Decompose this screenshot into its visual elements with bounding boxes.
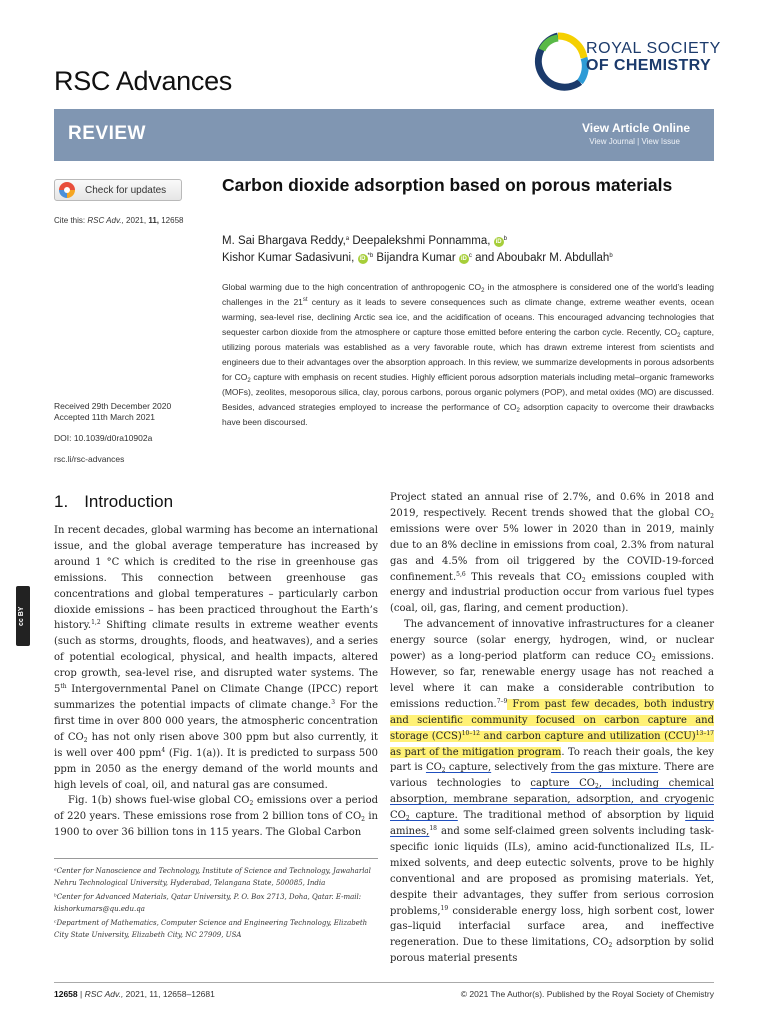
subscript: 2 (581, 576, 586, 584)
section-title: Introduction (84, 492, 174, 511)
check-updates-label: Check for updates (85, 184, 167, 196)
journal-title: RSC Advances (54, 66, 232, 96)
text: This reveals that CO (465, 571, 582, 583)
abstract-text: Global warming due to the high concentration of anthropogenic CO (222, 282, 482, 292)
affiliations (54, 866, 378, 944)
crossmark-icon (59, 182, 75, 198)
text: and carbon capture and utilization (CCU) (480, 730, 696, 742)
journal-link[interactable]: rsc.li/rsc-advances (54, 454, 125, 464)
cite-journal: RSC Adv., (87, 216, 124, 225)
received-date: Received 29th December 2020 (54, 401, 172, 411)
text: adsorption by solid porous material presents (390, 937, 714, 965)
page-number: 12658 (54, 989, 78, 999)
reference-citation[interactable]: 10–12 (461, 729, 481, 737)
subscript: 2 (651, 656, 656, 664)
text: capture. (409, 810, 458, 822)
publisher-line-1: ROYAL SOCIETY (586, 40, 721, 57)
text: emissions over a period of 220 years. These emissions rose from 2 billion tons of CO (54, 795, 378, 823)
footer-details: 2021, 11, 12658–12681 (123, 989, 215, 999)
author-name[interactable]: and Aboubakr M. Abdullah (475, 252, 610, 264)
text: emissions. However, so far, renewable energy usage has not reached a level where it can make a considerable contribution to emissions reduction. (390, 651, 714, 710)
subscript: 2 (249, 800, 254, 808)
text: , including chemical absorption, membrane separation, adsorption, and cryogenic CO (390, 778, 714, 822)
text: (Fig. 1(a)). It is predicted to surpass 500 ppm in 2050 as the energy demand of the world mounts and high levels of coal, oil, and natural gas are consumed. (54, 747, 378, 791)
section-number: 1. (54, 492, 69, 511)
footer-divider (54, 982, 714, 983)
paragraph (54, 523, 378, 793)
subscript: 2 (516, 408, 520, 414)
cite-year: 2021, (126, 216, 147, 225)
orcid-icon[interactable]: iD (359, 256, 366, 262)
text: Fig. 1(b) shows fuel-wise global CO (68, 795, 250, 807)
cc-license-label: cc BY (18, 606, 25, 626)
subscript: 2 (361, 816, 365, 824)
author-name[interactable]: Deepalekshmi Ponnamma, (352, 235, 491, 247)
abstract-text: capture, utilizing porous materials was established as a very favorable route, which has drawn extreme interest from scientists and engineers due to their advantages over the absorption approach. In this review, we summarize developments in porous adsorbents for CO (222, 327, 714, 382)
affiliation-c: ᶜDepartment of Mathematics, Computer Science and Engineering Technology, Elizabeth City State University, Elizabeth City, NC 27909, USA (54, 919, 368, 939)
text: and some self-claimed green solvents including task-specific ionic liquids (ILs), amino acid-functionalized ILs, IL-mixed solvents, and deep eutectic solvents, prove to be highly conventional and are proposed as promising materials. Yet, despite their advantages, they suffer from serious corrosion problems, (390, 826, 714, 917)
check-for-updates-button[interactable] (54, 179, 182, 201)
reference-citation[interactable]: 7–9 (496, 697, 508, 705)
text: emissions coupled with energy and industrial production occur from various fuel types (coal, oil, gas, flaring, and cement production). (390, 571, 714, 615)
footer-journal: RSC Adv., (84, 989, 124, 999)
affiliation-mark: b (503, 236, 507, 242)
text: In recent decades, global warming has become an international issue, and the global average temperature has increased by around 1 °C which is credited to the rise in greenhouse gas emissions. This connection between greenhouse gas concentrations and global temperatures – particularly carbon dioxide emissions – has been practiced throughout the Earth’s history. (54, 525, 378, 632)
text: emissions were over 5% lower in 2020 than in 2019, mainly due to an 8% decline in emissions from coal, 2.3% from natural gas and 4.5% from oil triggered by the COVID-19-forced confinement. (390, 523, 714, 583)
text: CO (425, 762, 442, 774)
text: as part of the mitigation program (390, 746, 562, 758)
superscript: st (302, 297, 308, 303)
orcid-icon[interactable]: iD (495, 239, 502, 245)
subscript: 2 (83, 736, 88, 744)
text: The traditional method of absorption by (457, 810, 686, 822)
separator: | (77, 989, 85, 999)
subscript: 2 (710, 512, 714, 520)
text: Project stated an annual rise of 2.7%, and 0.6% in 2018 and 2019, respectively. Recent trends showed that the global CO (390, 492, 714, 519)
subscript: 2 (481, 288, 485, 294)
body-column-right (390, 490, 714, 967)
text: Intergovernmental Panel on Climate Change (IPCC) report summarizes the potential impacts of climate change. (54, 684, 378, 711)
publisher-line-2: OF CHEMISTRY (586, 57, 712, 74)
paragraph (390, 490, 714, 617)
page-footer-left (54, 989, 215, 999)
subscript: 2 (608, 942, 613, 950)
reference-citation[interactable]: 1,2 (91, 619, 101, 627)
publisher-name (586, 40, 721, 74)
subscript: 2 (595, 783, 599, 791)
reference-citation[interactable]: 3 (331, 698, 336, 706)
affiliation-mark: b (609, 253, 613, 259)
underlined-text: liquid amines, (390, 810, 715, 838)
text: capture, (445, 762, 492, 774)
abstract-text: adsorption capacity to overcome their drawbacks have been discoursed. (222, 402, 715, 427)
text: considerable energy loss, high sorbent cost, lower gas–liquid interfacial surface area, and ineffective regeneration. Due to these limitations, CO (390, 905, 714, 949)
text: . To reach their goals, the key part is (390, 746, 715, 774)
abstract-text: in the atmosphere is considered one of the world’s leading challenges in the 21 (222, 282, 714, 307)
cite-page: 12658 (161, 216, 184, 225)
text: selectively (491, 762, 551, 774)
accepted-date: Accepted 11th March 2021 (54, 412, 155, 422)
body-column-left (54, 523, 378, 841)
abstract-text: capture with emphasis on recent studies. Highly efficient porous adsorption materials including metal–organic frameworks (MOFs), zeolites, mesoporous silica, clay, porous carbons, porous organic polymers (POP), and metal oxides (MO) are discussed. Besides, advanced strategies employed to increase the performance of CO (222, 372, 715, 412)
text: Shifting climate results in extreme weather events (such as storms, droughts, floods, and heatwaves), and a series of potential ecological, physical, and health impacts, altered crop growth, sea-level rise, and disrupted water systems. The 5 (54, 620, 378, 696)
text: The advancement of innovative infrastructures for a cleaner energy source (solar energy, hydrogen, wind, or nuclear power) as a long-period platform can reduce CO (390, 619, 714, 663)
subscript: 2 (405, 815, 410, 823)
text: in 1900 to over 36 billion tons in 115 years. The Global Carbon (54, 811, 378, 839)
author-name[interactable]: Kishor Kumar Sadasivuni, (222, 252, 355, 264)
orcid-icon[interactable]: iD (460, 256, 467, 262)
footnote-divider (54, 858, 378, 859)
subscript: 2 (247, 378, 251, 384)
article-type-banner (54, 109, 714, 161)
text: . There are various technologies to (390, 762, 715, 790)
reference-citation[interactable]: 4 (161, 746, 166, 754)
copyright: © 2021 The Author(s). Published by the Royal Society of Chemistry (460, 989, 714, 999)
paper-title: Carbon dioxide adsorption based on porous materials (222, 175, 673, 195)
subscript: 2 (441, 767, 446, 775)
abstract-text: century as it leads to severe consequences such as climate change, extreme weather events, ocean warming, sea-level rise, declining Arctic sea ice, and the acidification of oceans. This encouraged advancing technologies that sequester carbon dioxide from the atmosphere or capture those emitted before entering the carbon cycle. Recently, CO (222, 297, 714, 337)
paragraph (54, 793, 378, 841)
underlined-text: from the gas mixture (551, 762, 658, 774)
article-type: REVIEW (68, 123, 146, 144)
text: From past few decades, both industry and scientific community focused on carbon capture and storage (CCS) (390, 698, 714, 742)
cite-prefix: Cite this: (54, 216, 86, 225)
cite-volume: 11, (148, 216, 159, 225)
view-journal-issue-links[interactable]: View Journal | View Issue (589, 137, 680, 146)
affiliation-b: ᵇCenter for Advanced Materials, Qatar University, P. O. Box 2713, Doha, Qatar. E-mail: kishorkumars@qu.edu.qa (54, 893, 362, 913)
author-name[interactable]: M. Sai Bhargava Reddy, (222, 235, 346, 247)
text: For the first time in over 800 000 years, the atmospheric concentration of CO (54, 699, 378, 743)
affiliation-a: ᵃCenter for Nanoscience and Technology, Institute of Science and Technology, Jawaharlal Nehru Technological University, Hyderabad, Telangana State, 500085, India (54, 867, 371, 887)
subscript: 2 (677, 333, 681, 339)
citation (54, 216, 183, 225)
affiliation-mark: *b (367, 253, 374, 259)
author-name[interactable]: Bijandra Kumar (376, 252, 456, 264)
affiliation-mark: c (468, 253, 472, 259)
text: capture CO (530, 778, 596, 790)
reference-citation[interactable]: 13–17 (695, 729, 714, 737)
author-list (222, 233, 722, 267)
doi[interactable]: DOI: 10.1039/d0ra10902a (54, 433, 153, 443)
superscript: th (60, 683, 67, 691)
affiliation-mark: a (345, 236, 350, 242)
text: has not only risen above 300 ppm but also currently, it is well over 400 ppm (54, 731, 379, 759)
reference-citation[interactable]: 19 (440, 904, 449, 912)
reference-citation[interactable]: 18 (429, 825, 437, 833)
view-article-online-link[interactable]: View Article Online (581, 121, 690, 135)
reference-citation[interactable]: 5,6 (456, 570, 466, 578)
paragraph (390, 617, 714, 967)
section-heading (54, 492, 189, 512)
underlined-text (426, 762, 491, 773)
abstract (222, 280, 714, 430)
